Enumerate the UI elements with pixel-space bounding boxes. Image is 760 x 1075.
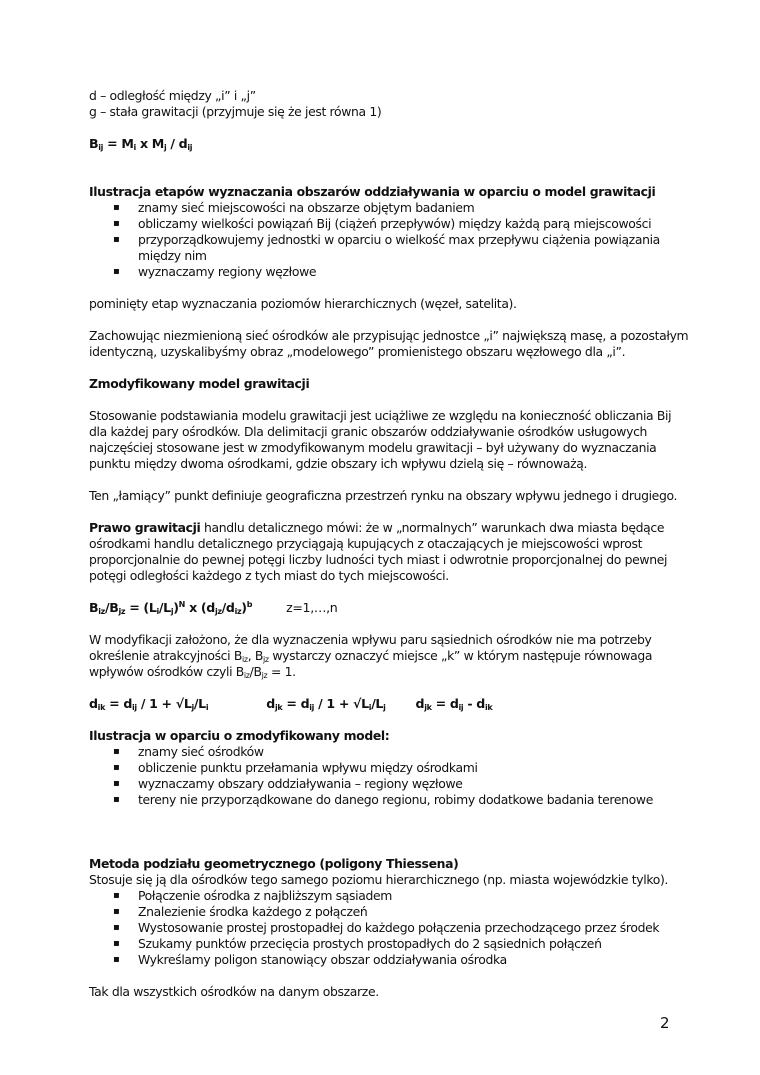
note-skipped-step: pominięty etap wyznaczania poziomów hierarchicznych (węzeł, satelita). xyxy=(89,296,517,311)
list-item: ▪ Szukamy punktów przecięcia prostych prostopadłych do 2 sąsiednich połączeń xyxy=(89,936,689,952)
list-item: ▪ obliczamy wielkości powiązań Bij (ciążeń przepływów) między każdą parą miejscowości xyxy=(89,216,689,232)
paragraph-model-image: Zachowując niezmienioną sieć ośrodków ale przypisując jednostce „i” największą masę, a pozostałym identyczną, uzyskalibyśmy obraz „modelowego” promienistego obszaru węzłowego dla „i”. xyxy=(89,328,689,359)
section-heading-thiessen: Metoda podziału geometrycznego (poligony Thiessena) xyxy=(89,856,459,871)
modification-text-3: = 1. xyxy=(267,664,296,679)
section-heading-modified-model: Zmodyfikowany model grawitacji xyxy=(89,376,310,391)
list-item: ▪ obliczenie punktu przełamania wpływu między ośrodkami xyxy=(89,760,689,776)
list-item: ▪ przyporządkowujemy jednostki w oparciu o wielkość max przepływu ciążenia powiązania między nim xyxy=(89,232,689,264)
formula-dik-djk: $d_{ik} = d_{ij} / 1 + √L_j/L_i$ $d_{jk} = d_{ij} / 1 + √L_i/L_j$ $d_{jk} = d_{ij} - d_{ik}$ xyxy=(89,696,493,712)
list-item: ▪ wyznaczamy obszary oddziaływania – regiony węzłowe xyxy=(89,776,689,792)
list-item: ▪ znamy sieć ośrodków xyxy=(89,744,689,760)
paragraph-gravity-law xyxy=(89,520,689,584)
paragraph-closing: Tak dla wszystkich ośrodków na danym obszarze. xyxy=(89,984,379,999)
definition-d: d – odległość między „i” i „j” xyxy=(89,88,256,103)
z-range: z=1,…,n xyxy=(286,600,338,615)
gravity-law-text: handlu detalicznego mówi: że w „normalnych” warunkach dwa miasta będące ośrodkami handlu detalicznego przyciągają kupujących z otaczających je miejscowości wprost proporcjonalnie do pewnej potęgi liczby ludności tych miast i odwrotnie proporcjonalnej do pewnej potęgi odległości każdego z tych miast do tych miejscowości. xyxy=(89,520,668,583)
paragraph-modified-model: Stosowanie podstawiania modelu grawitacji jest uciążliwe ze względu na konieczność obliczania Bij dla każdej pary ośrodków. Dla delimitacji granic obszarów oddziaływanie ośrodków usługowych najczęściej stosowane jest w zmodyfikowanym modelu grawitacji – był używany do wyznaczania punktu między dwoma ośrodkami, gdzie obszary ich wpływu dzielą się – równoważą. xyxy=(89,408,672,471)
list-item: ▪ Połączenie ośrodka z najbliższym sąsiadem xyxy=(89,888,689,904)
section-heading-modified-illustration: Ilustracja w oparciu o zmodyfikowany model: xyxy=(89,728,390,743)
list-item: ▪ wyznaczamy regiony węzłowe xyxy=(89,264,689,280)
gravity-law-term: Prawo grawitacji xyxy=(89,520,201,535)
formula-biz-bjz: $B_{iz}/B_{jz} = (L_i/L_j)^N$ x $(d_{jz}/d_{iz})^b$ z=1,…,n xyxy=(89,600,338,616)
bullet-list-thiessen xyxy=(89,888,689,968)
modification-text-2: wystarczy oznaczyć miejsce „k” w którym następuje równowaga wpływów ośrodków czyli B xyxy=(89,648,653,679)
bullet-list-gravity-stages xyxy=(89,200,689,280)
section-heading-gravity-stages: Ilustracja etapów wyznaczania obszarów oddziaływania w oparciu o model grawitacji xyxy=(89,184,656,199)
list-item: ▪ Wystosowanie prostej prostopadłej do każdego połączenia przechodzącego przez środek xyxy=(89,920,689,936)
document-page xyxy=(89,88,689,1000)
list-item: ▪ Znalezienie środka każdego z połączeń xyxy=(89,904,689,920)
paragraph-modification: W modyfikacji założono, że dla wyznaczenia wpływu paru sąsiednich ośrodków nie ma potrzeby określenie atrakcyjności $B_{iz}$, $B_{jz}$ wystarczy oznaczyć miejsce „k” w którym następuje równowaga wpływów ośrodków czyli $B_{iz}/B_{jz} = 1$. xyxy=(89,632,653,680)
definition-g: g – stała grawitacji (przyjmuje się że jest równa 1) xyxy=(89,104,382,119)
bullet-list-modified-illustration xyxy=(89,744,689,808)
list-item: ▪ Wykreślamy poligon stanowiący obszar oddziaływania ośrodka xyxy=(89,952,689,968)
paragraph-breaking-point: Ten „łamiący” punkt definiuje geograficzna przestrzeń rynku na obszary wpływu jednego i drugiego. xyxy=(89,488,678,503)
paragraph-thiessen-intro: Stosuje się ją dla ośrodków tego samego poziomu hierarchicznego (np. miasta wojewódzkie tylko). xyxy=(89,872,669,887)
list-item: ▪ znamy sieć miejscowości na obszarze objętym badaniem xyxy=(89,200,689,216)
formula-bij: $B_{ij} = M_i$ x $M_j / d_{ij}$ xyxy=(89,136,193,152)
modification-text-1: W modyfikacji założono, że dla wyznaczenia wpływu paru sąsiednich ośrodków nie ma potrzeby określenie atrakcyjności B xyxy=(89,632,652,663)
page-number: 2 xyxy=(660,1014,670,1032)
list-item: ▪ tereny nie przyporządkowane do danego regionu, robimy dodatkowe badania terenowe xyxy=(89,792,689,808)
